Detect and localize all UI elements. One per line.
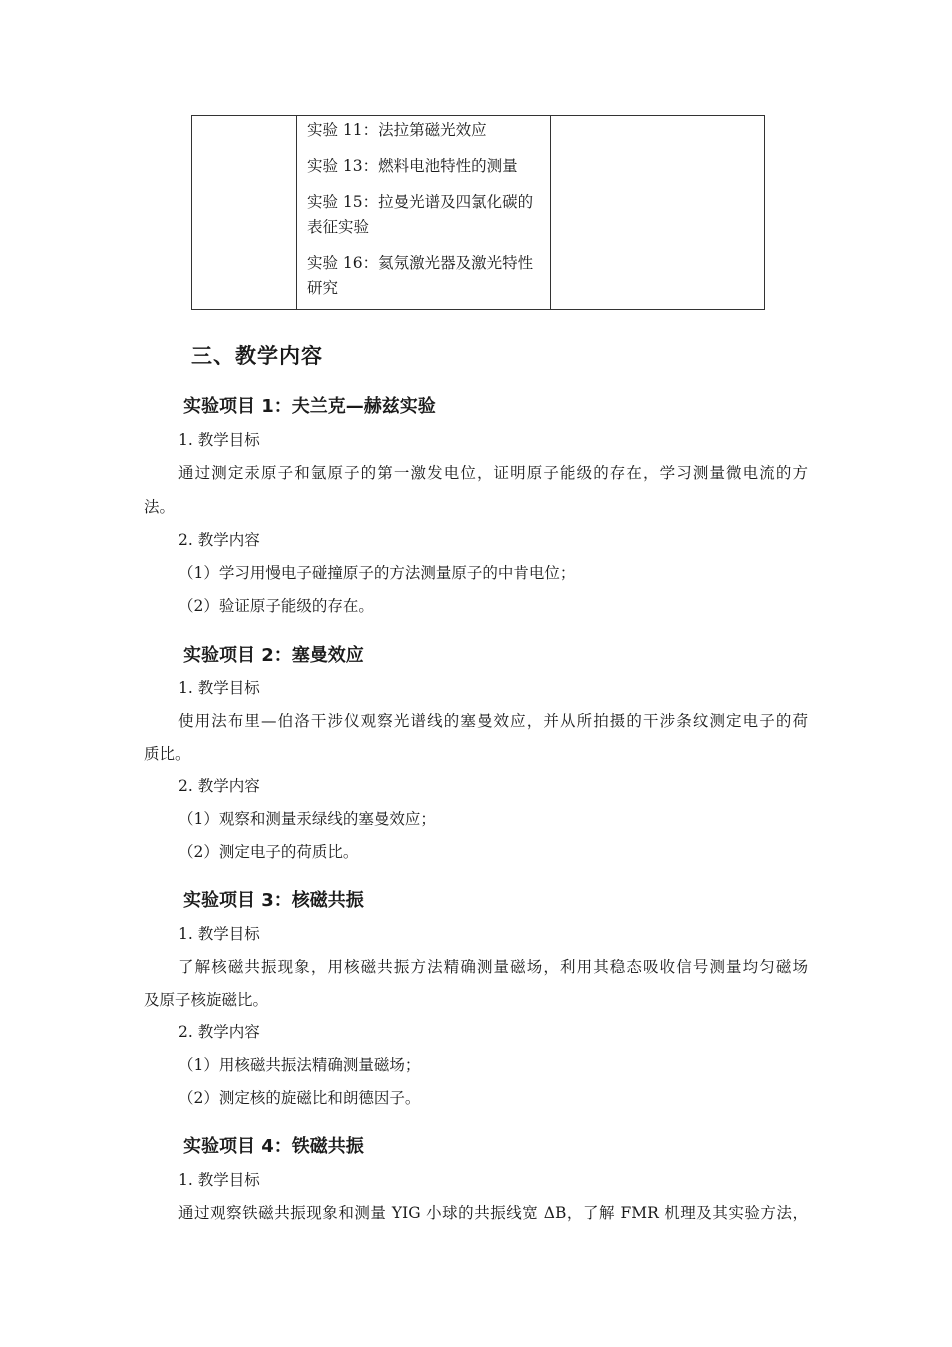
- goal-heading: 1. 教学目标: [178, 679, 260, 697]
- project-title: 实验项目 1：夫兰克—赫兹实验: [183, 396, 436, 417]
- section-title: 三、教学内容: [191, 344, 323, 368]
- goal-text-cont: 法。: [144, 498, 176, 516]
- table-cell-empty-right: [551, 116, 765, 310]
- goal-text-cont: 及原子核旋磁比。: [144, 991, 269, 1009]
- project-title: 实验项目 2：塞曼效应: [183, 645, 364, 666]
- experiment-table: [191, 115, 765, 310]
- project-title: 实验项目 3：核磁共振: [183, 890, 364, 911]
- content-item: （2）测定电子的荷质比。: [178, 843, 359, 861]
- goal-heading: 1. 教学目标: [178, 431, 260, 449]
- goal-text: 通过测定汞原子和氩原子的第一激发电位，证明原子能级的存在，学习测量微电流的方: [178, 464, 808, 482]
- experiment-item: 实验 11：法拉第磁光效应: [307, 121, 487, 139]
- content-item: （1）用核磁共振法精确测量磁场；: [178, 1056, 421, 1074]
- table-cell-experiments: [297, 116, 551, 310]
- goal-heading: 1. 教学目标: [178, 925, 260, 943]
- experiment-item: 实验 15：拉曼光谱及四氯化碳的表征实验: [307, 193, 534, 236]
- project-title: 实验项目 4：铁磁共振: [183, 1136, 364, 1157]
- goal-text: 使用法布里—伯洛干涉仪观察光谱线的塞曼效应，并从所拍摄的干涉条纹测定电子的荷: [178, 712, 808, 730]
- goal-text: 了解核磁共振现象，用核磁共振方法精确测量磁场，利用其稳态吸收信号测量均匀磁场: [178, 958, 808, 976]
- experiment-item: 实验 16：氦氖激光器及激光特性研究: [307, 254, 534, 297]
- goal-text-cont: 质比。: [144, 745, 191, 763]
- content-item: （1）学习用慢电子碰撞原子的方法测量原子的中肯电位；: [178, 564, 576, 582]
- goal-text: 通过观察铁磁共振现象和测量 YIG 小球的共振线宽 ΔB，了解 FMR 机理及其实验方法，: [178, 1204, 808, 1222]
- content-item: （2）测定核的旋磁比和朗德因子。: [178, 1089, 421, 1107]
- content-heading: 2. 教学内容: [178, 1023, 260, 1041]
- content-heading: 2. 教学内容: [178, 531, 260, 549]
- content-item: （2）验证原子能级的存在。: [178, 597, 374, 615]
- content-item: （1）观察和测量汞绿线的塞曼效应；: [178, 810, 436, 828]
- experiment-item: 实验 13：燃料电池特性的测量: [307, 157, 518, 175]
- goal-heading: 1. 教学目标: [178, 1171, 260, 1189]
- table-cell-empty-left: [192, 116, 297, 310]
- content-heading: 2. 教学内容: [178, 777, 260, 795]
